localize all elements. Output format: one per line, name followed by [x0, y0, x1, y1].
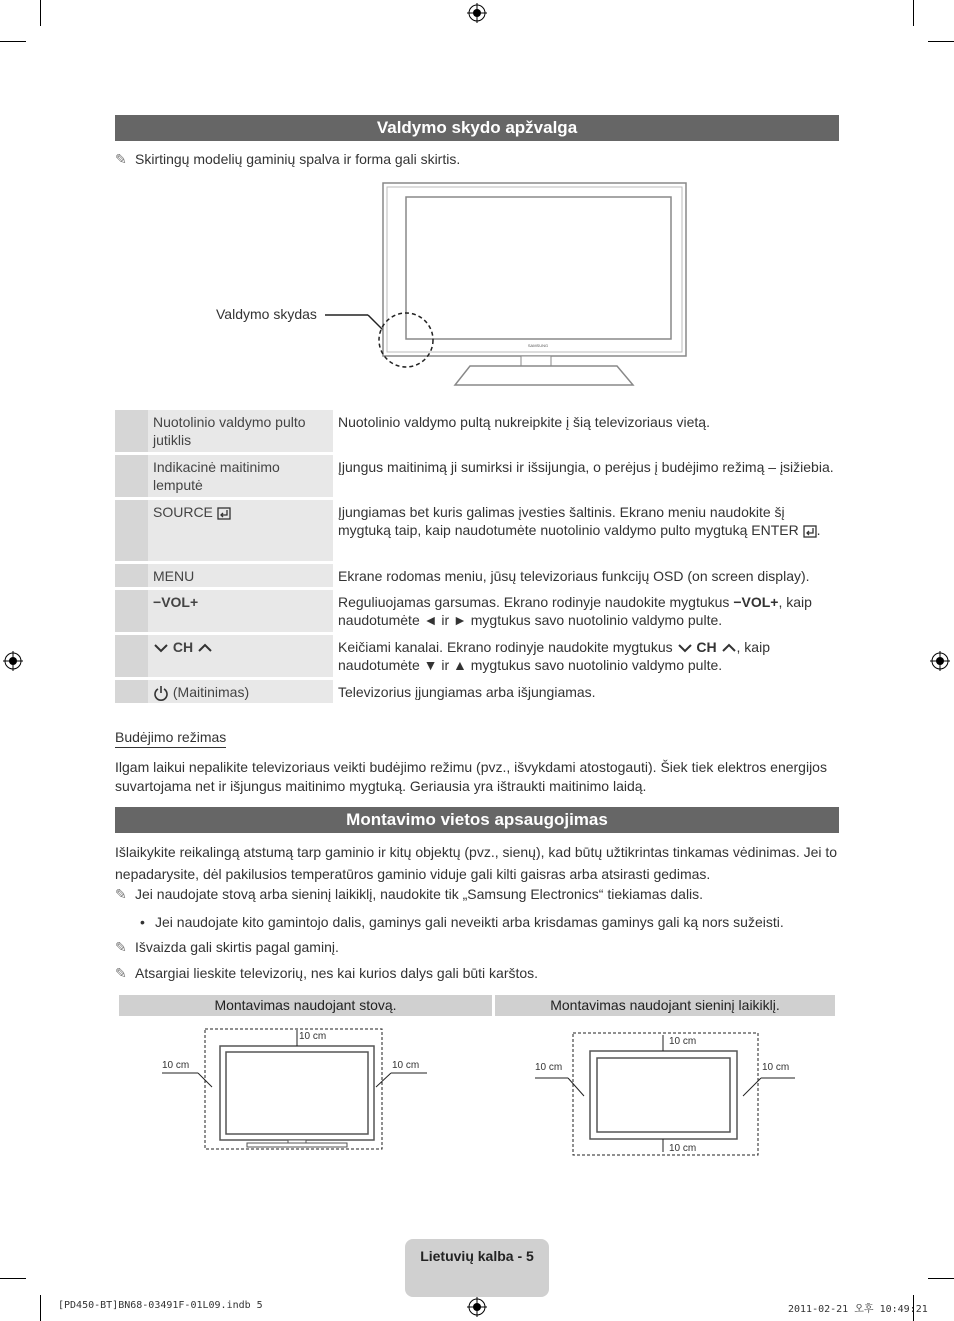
dim-label-right: 10 cm	[392, 1060, 420, 1071]
stand-mount-diagram	[150, 1025, 450, 1150]
section-title-control-panel: Valdymo skydo apžvalga	[115, 115, 839, 141]
table-row	[115, 564, 839, 587]
tv-brand-text: SAMSUNG	[527, 343, 549, 348]
control-description: Ekrane rodomas meniu, jūsų televizoriaus funkcijų OSD (on screen display).	[338, 568, 810, 584]
enter-icon	[217, 507, 231, 520]
note-pencil-icon: ✎	[115, 151, 127, 167]
dim-label-top: 10 cm	[299, 1031, 327, 1042]
file-info: [PD450-BT]BN68-03491F-01L09.indb 5	[58, 1300, 263, 1311]
plus-icon: +	[770, 594, 779, 610]
chevron-up-icon	[721, 642, 737, 654]
crop-mark	[913, 0, 914, 26]
control-description: Reguliuojamas garsumas. Ekrano rodinyje naudokite mygtukus −VOL+, kaip naudotumėte ◄ ir ► mygtukus savo nuotolinio valdymo pulte.	[338, 594, 812, 628]
row-marker	[115, 635, 148, 677]
model-note: ✎ Skirtingų modelių gaminių spalva ir forma gali skirtis.	[115, 151, 461, 167]
control-name: MENU	[148, 564, 333, 587]
mounting-intro: Išlaikykite reikalingą atstumą tarp gaminio ir kitų objektų (pvz., sienų), kad būtų užtikrintas tinkamas vėdinimas. Jei to nepadarysite, dėl pakilusios temperatūros gaminio viduje gali kilti gaisras arba atsirasti gedimas.	[115, 844, 838, 882]
stand-mount-heading: Montavimas naudojant stovą.	[119, 995, 492, 1016]
tv-label: Valdymo skydas	[216, 306, 317, 322]
registration-target-icon	[3, 651, 23, 671]
control-description: Nuotolinio valdymo pultą nukreipkite į šią televizoriaus vietą.	[338, 414, 710, 430]
minus-icon: −	[733, 594, 742, 610]
dim-label-right: 10 cm	[762, 1062, 790, 1073]
tv-front-diagram	[320, 180, 700, 392]
dim-label-bottom: 10 cm	[669, 1143, 697, 1154]
standby-text: Ilgam laikui nepalikite televizoriaus veikti budėjimo režimu (pvz., išvykdami atostogauti). Šiek tiek elektros energijos suvartojama net ir išjungus maitinimo mygtuką. Geriausia yra ištraukti maitinimo laidą.	[115, 759, 827, 794]
control-description: Įjungus maitinimą ji sumirksi ir išsijungia, o perėjus į budėjimo režimą – įsižiebia.	[338, 459, 834, 475]
dim-label-top: 10 cm	[669, 1036, 697, 1047]
control-name: Nuotolinio valdymo pulto jutiklis	[148, 410, 333, 452]
minus-icon: −	[153, 594, 162, 610]
row-marker	[115, 564, 148, 587]
standby-heading: Budėjimo režimas	[115, 729, 226, 748]
mounting-note-2: ✎ Išvaizda gali skirtis pagal gaminį.	[115, 939, 339, 955]
control-description: Įjungiamas bet kuris galimas įvesties šaltinis. Ekrano meniu naudokite šį mygtuką taip, kaip naudotumėte nuotolinio valdymo pulto mygtuką ENTER .	[338, 504, 821, 538]
crop-mark	[40, 0, 41, 26]
row-marker	[115, 410, 148, 452]
power-icon	[153, 685, 169, 701]
row-marker	[115, 455, 148, 497]
table-row	[115, 590, 839, 632]
mounting-note-3: ✎ Atsargiai lieskite televizorių, nes kai kurios dalys gali būti karštos.	[115, 965, 539, 981]
row-marker	[115, 680, 148, 703]
registration-target-icon	[930, 651, 950, 671]
page-number-tab: Lietuvių kalba - 5	[405, 1239, 549, 1297]
note-pencil-icon: ✎	[115, 965, 127, 981]
plus-icon: +	[189, 594, 199, 610]
chevron-down-icon	[153, 642, 169, 654]
crop-mark	[0, 41, 26, 42]
table-row	[115, 635, 839, 677]
note-pencil-icon: ✎	[115, 939, 127, 955]
control-table	[115, 410, 839, 706]
control-description: Keičiami kanalai. Ekrano rodinyje naudokite mygtukus CH , kaip naudotumėte ▼ ir ▲ mygtukus savo nuotolinio valdymo pulte.	[338, 639, 770, 673]
crop-mark	[928, 1278, 954, 1279]
wall-mount-heading: Montavimas naudojant sieninį laikiklį.	[495, 995, 835, 1016]
chevron-up-icon	[197, 642, 213, 654]
registration-target-icon	[467, 1297, 487, 1317]
enter-icon	[803, 525, 817, 538]
control-description: Televizorius įjungiamas arba išjungiamas.	[338, 684, 596, 700]
mounting-bullet-1: • Jei naudojate kito gamintojo dalis, gaminys gali neveikti arba krisdamas gaminys gali ką nors sužeisti.	[140, 914, 784, 930]
table-row	[115, 680, 839, 703]
bullet-icon: •	[140, 914, 145, 930]
registration-target-icon	[467, 3, 487, 23]
print-date: 2011-02-21 오후 10:49:21	[788, 1304, 928, 1315]
chevron-down-icon	[677, 642, 693, 654]
table-row	[115, 455, 839, 497]
dim-label-left: 10 cm	[535, 1062, 563, 1073]
note-pencil-icon: ✎	[115, 886, 127, 902]
table-row	[115, 500, 839, 561]
row-marker	[115, 500, 148, 561]
control-name: Indikacinė maitinimo lemputė	[148, 455, 333, 497]
control-name-source: SOURCE	[148, 500, 333, 561]
crop-mark	[40, 1295, 41, 1321]
control-name-power: (Maitinimas)	[148, 680, 333, 703]
crop-mark	[928, 41, 954, 42]
control-name-vol: −VOL+	[148, 590, 333, 632]
wall-mount-diagram	[530, 1030, 800, 1160]
crop-mark	[0, 1278, 26, 1279]
mounting-note-1: ✎ Jei naudojate stovą arba sieninį laikiklį, naudokite tik „Samsung Electronics“ tiekiamas dalis.	[115, 886, 704, 902]
control-name-ch: CH	[148, 635, 333, 677]
table-row	[115, 410, 839, 452]
section-title-mounting: Montavimo vietos apsaugojimas	[115, 807, 839, 833]
row-marker	[115, 590, 148, 632]
dim-label-left: 10 cm	[162, 1060, 190, 1071]
